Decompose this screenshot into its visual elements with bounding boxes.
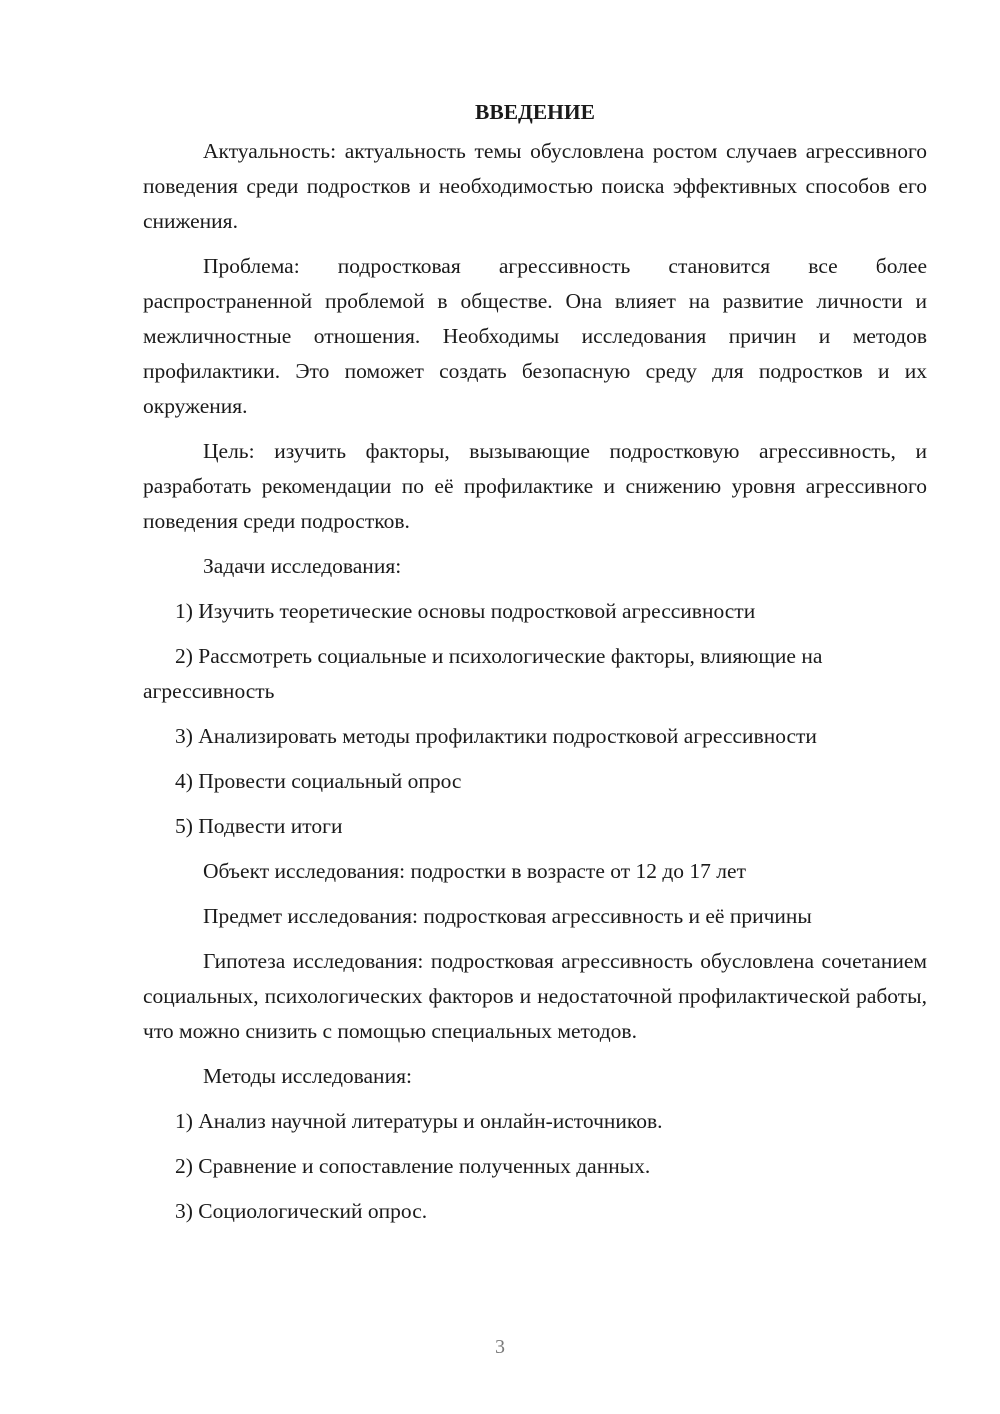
task-item: 4) Провести социальный опрос [175,769,462,793]
hypothesis-paragraph: Гипотеза исследования: подростковая агрессивность обусловлена сочетанием социальных, психологических факторов и недостаточной профилактической работы, что можно снизить с помощью специальных методов. [143,949,927,1043]
relevance-paragraph: Актуальность: актуальность темы обусловлена ростом случаев агрессивного поведения среди подростков и необходимостью поиска эффективных способов его снижения. [143,139,927,233]
goal-paragraph: Цель: изучить факторы, вызывающие подростковую агрессивность, и разработать рекомендации по её профилактике и снижению уровня агрессивного поведения среди подростков. [143,439,927,533]
tasks-title: Задачи исследования: [203,554,402,578]
section-heading: ВВЕДЕНИЕ [475,100,595,124]
page-number: 3 [495,1336,505,1358]
subject-paragraph: Предмет исследования: подростковая агрессивность и её причины [203,904,812,928]
page-content [143,95,927,1239]
method-item: 3) Социологический опрос. [175,1199,428,1223]
problem-paragraph: Проблема: подростковая агрессивность становится все более распространенной проблемой в обществе. Она влияет на развитие личности и межличностные отношения. Необходимы исследования причин и методов профилактики. Это поможет создать безопасную среду для подростков и их окружения. [143,254,927,418]
task-item: 1) Изучить теоретические основы подростковой агрессивности [175,599,756,623]
methods-title: Методы исследования: [203,1064,412,1088]
method-item: 2) Сравнение и сопоставление полученных данных. [175,1154,651,1178]
object-paragraph: Объект исследования: подростки в возрасте от 12 до 17 лет [203,859,746,883]
task-item: 2) Рассмотреть социальные и психологические факторы, влияющие на агрессивность [143,644,823,703]
task-item: 3) Анализировать методы профилактики подростковой агрессивности [175,724,817,748]
method-item: 1) Анализ научной литературы и онлайн-источников. [175,1109,663,1133]
task-item: 5) Подвести итоги [175,814,343,838]
